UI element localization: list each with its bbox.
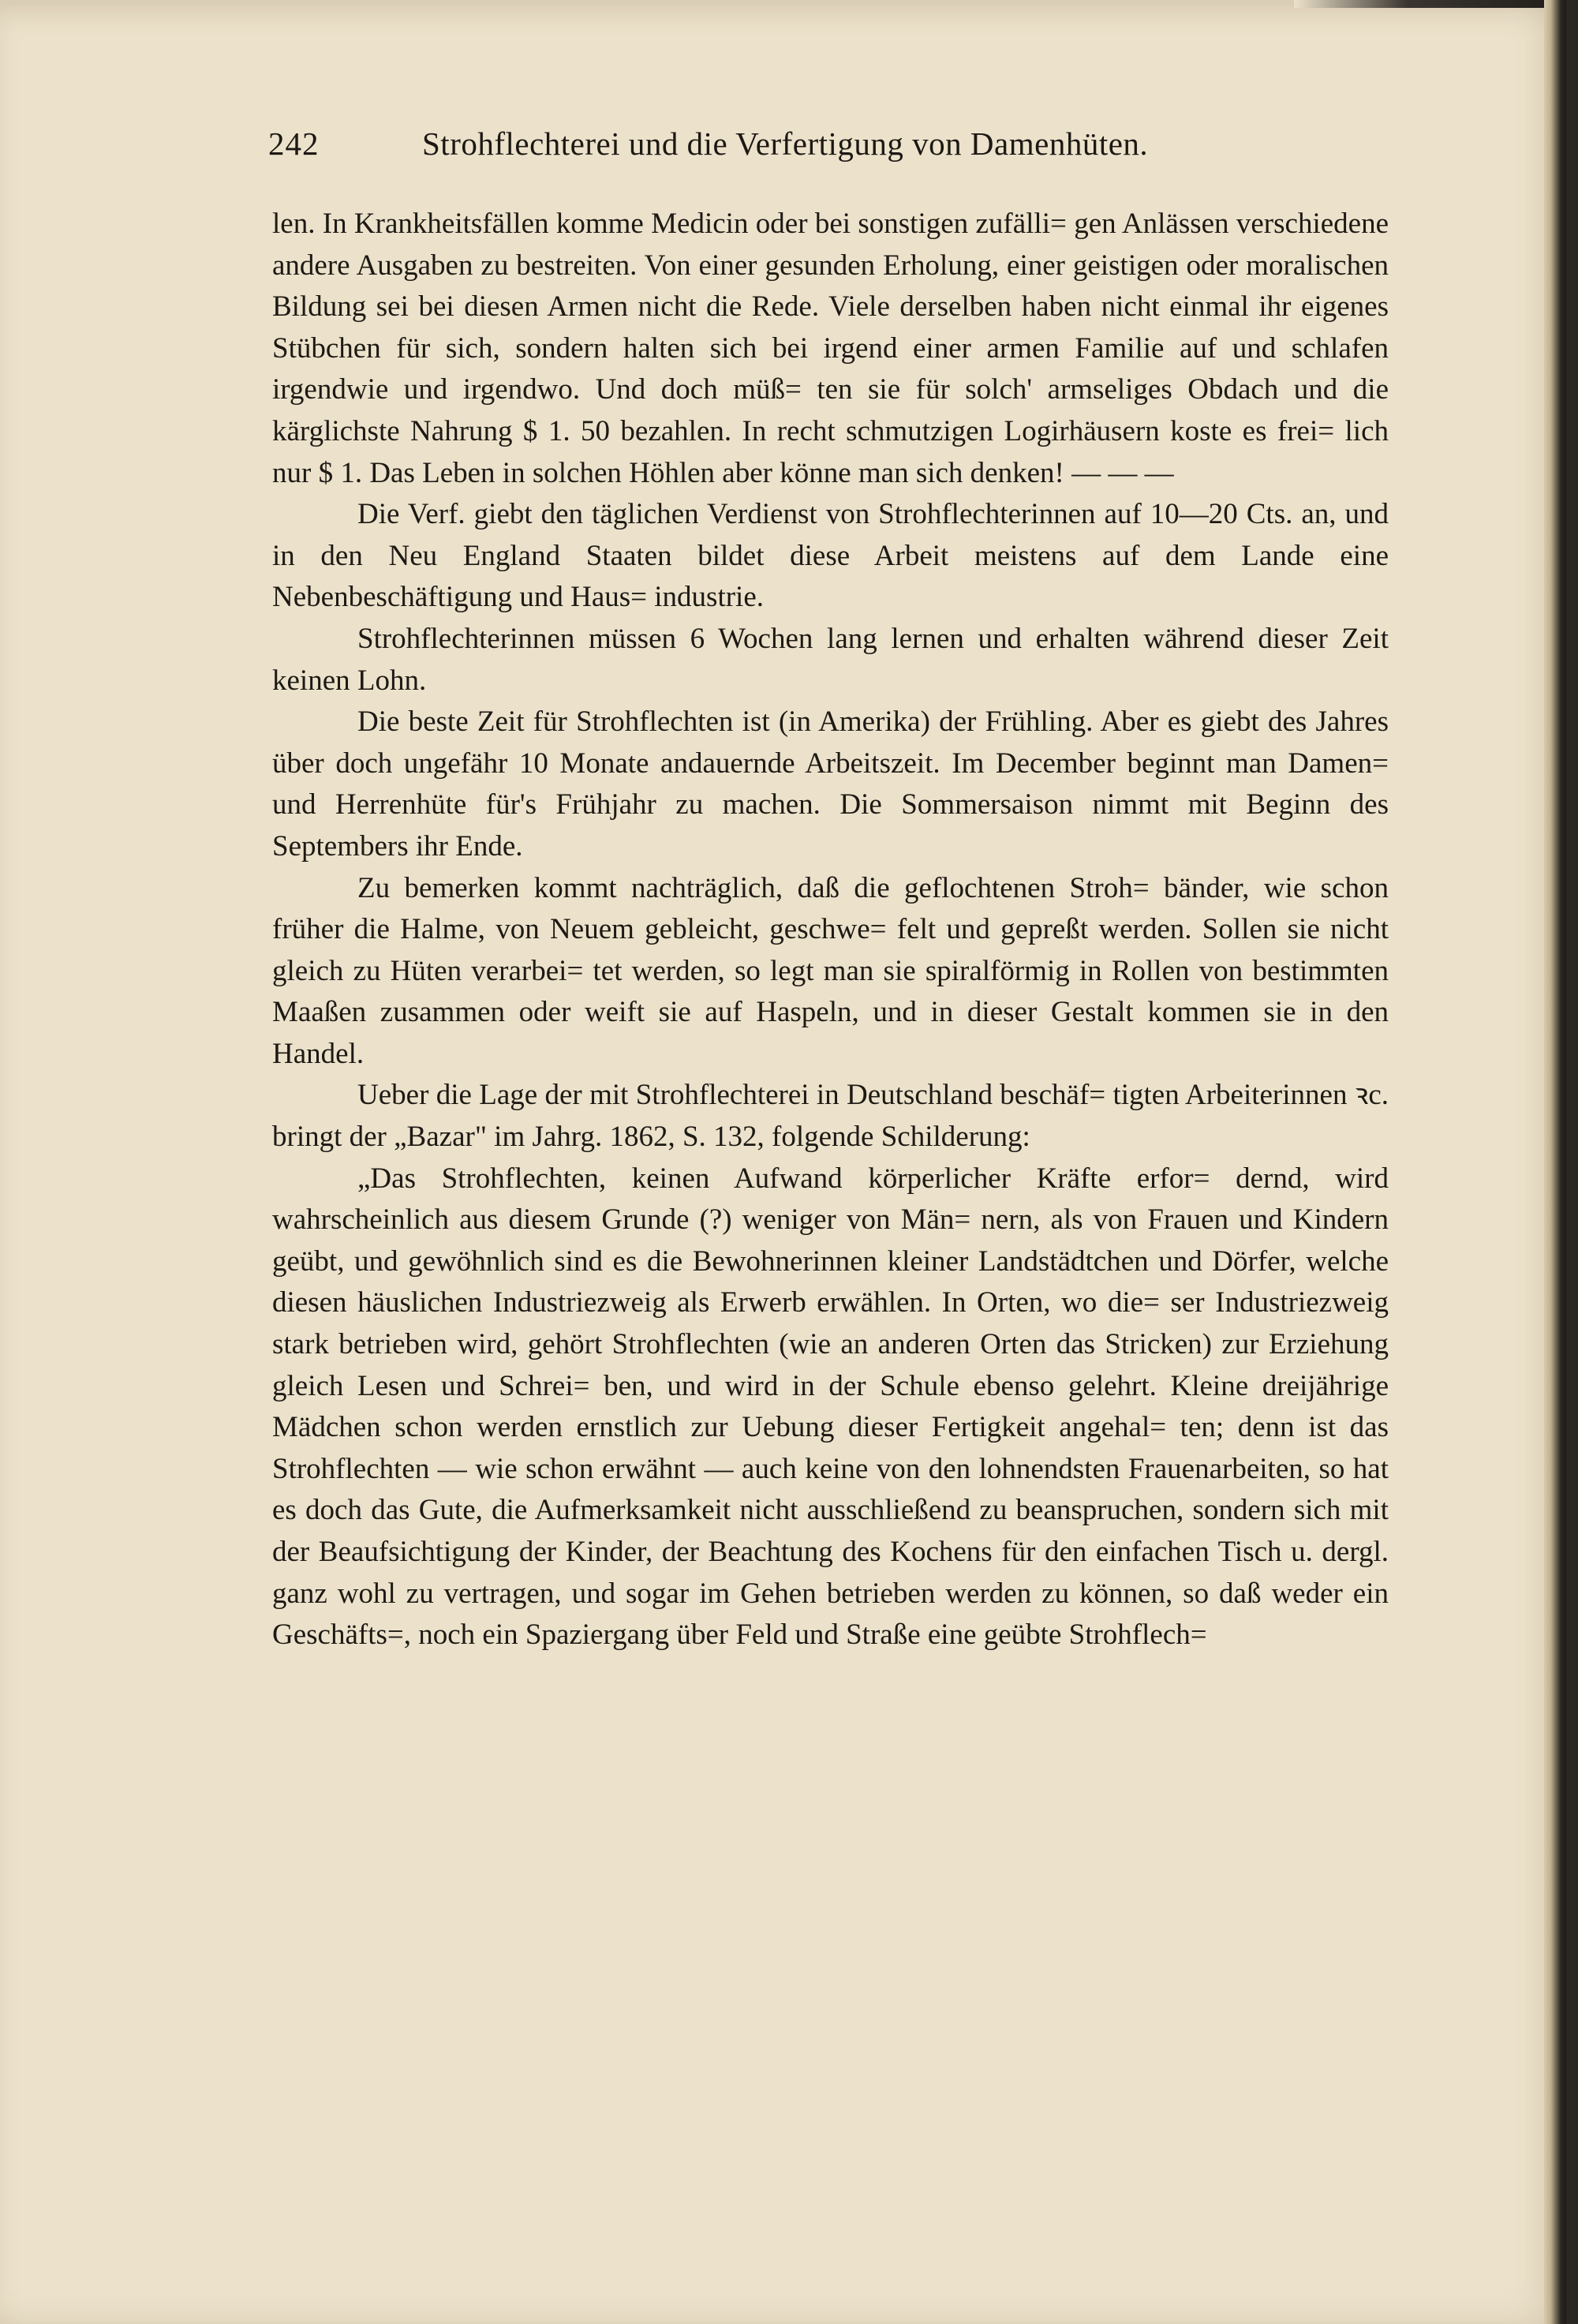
paragraph-wages: Die Verf. giebt den täglichen Verdienst von Strohflechterinnen auf 10—20 Cts. an, und in den Neu England Staaten bildet diese Arbeit meistens auf dem Lande eine Nebenbeschäftigung und Haus= industrie.	[272, 498, 1389, 614]
paragraph-bazar-intro: Ueber die Lage der mit Strohflechterei in Deutschland beschäf= tigten Arbeiterinnen ꝛc. bringt der „Bazar" im Jahrg. 1862, S. 132, folgende Schilderung:	[272, 1079, 1389, 1154]
paragraph-season: Die beste Zeit für Strohflechten ist (in Amerika) der Frühling. Aber es giebt des Jahres über doch ungefähr 10 Monate andauernde Arbeitszeit. Im December beginnt man Damen= und Herrenhüte für's Frühjahr zu machen. Die Sommersaison nimmt mit Beginn des Septembers ihr Ende.	[272, 705, 1389, 863]
running-title: Strohflechterei und die Verfertigung von Damenhüten.	[422, 125, 1149, 162]
page-right-edge-binding	[1544, 0, 1566, 2324]
paragraph-continuation: len. In Krankheitsfällen komme Medicin oder bei sonstigen zufälli= gen Anlässen verschiedene andere Ausgaben zu bestreiten. Von einer gesunden Erholung, einer geistigen oder moralischen Bildung sei bei diesen Armen nicht die Rede. Viele derselben haben nicht einmal ihr eigenes Stübchen für sich, sondern halten sich bei irgend einer armen Familie auf und schlafen irgendwie und irgendwo. Und doch müß= ten sie für solch' armseliges Obdach und die kärglichste Nahrung $ 1. 50 bezahlen. In recht schmutzigen Logirhäusern koste es frei= lich nur $ 1. Das Leben in solchen Höhlen aber könne man sich denken! — — —	[272, 208, 1389, 489]
paragraph-training: Strohflechterinnen müssen 6 Wochen lang lernen und erhalten während dieser Zeit keinen Lohn.	[272, 622, 1389, 697]
paragraph-bazar-quote: „Das Strohflechten, keinen Aufwand körperlicher Kräfte erfor= dernd, wird wahrscheinlich aus diesem Grunde (?) weniger von Män= nern, als von Frauen und Kindern geübt, und gewöhnlich sind es die Bewohnerinnen kleiner Landstädtchen und Dörfer, welche diesen häuslichen Industriezweig als Erwerb erwählen. In Orten, wo die= ser Industriezweig stark betrieben wird, gehört Strohflechten (wie an anderen Orten das Stricken) zur Erziehung gleich Lesen und Schrei= ben, und wird in der Schule ebenso gelehrt. Kleine dreijährige Mädchen schon werden ernstlich zur Uebung dieser Fertigkeit angehal= ten; denn ist das Strohflechten — wie schon erwähnt — auch keine von den lohnendsten Frauenarbeiten, so hat es doch das Gute, die Aufmerksamkeit nicht ausschließend zu beanspruchen, sondern sich mit der Beaufsichtigung der Kinder, der Beachtung des Kochens für den einfachen Tisch u. dergl. ganz wohl zu vertragen, und sogar im Gehen betrieben werden zu können, so daß weder ein Geschäfts=, noch ein Spaziergang über Feld und Straße eine geübte Strohflech=	[272, 1162, 1389, 1652]
paragraph-processing: Zu bemerken kommt nachträglich, daß die geflochtenen Stroh= bänder, wie schon früher die Halme, von Neuem gebleicht, geschwe= felt und gepreßt werden. Sollen sie nicht gleich zu Hüten verarbei= tet werden, so legt man sie spiralförmig in Rollen von bestimmten Maaßen zusammen oder weift sie auf Haspeln, und in dieser Gestalt kommen sie in den Handel.	[272, 871, 1389, 1070]
page-top-edge-shadow	[1294, 0, 1566, 8]
body-text	[272, 204, 1389, 1656]
page-number: 242	[268, 125, 320, 162]
page-header	[268, 118, 1247, 169]
